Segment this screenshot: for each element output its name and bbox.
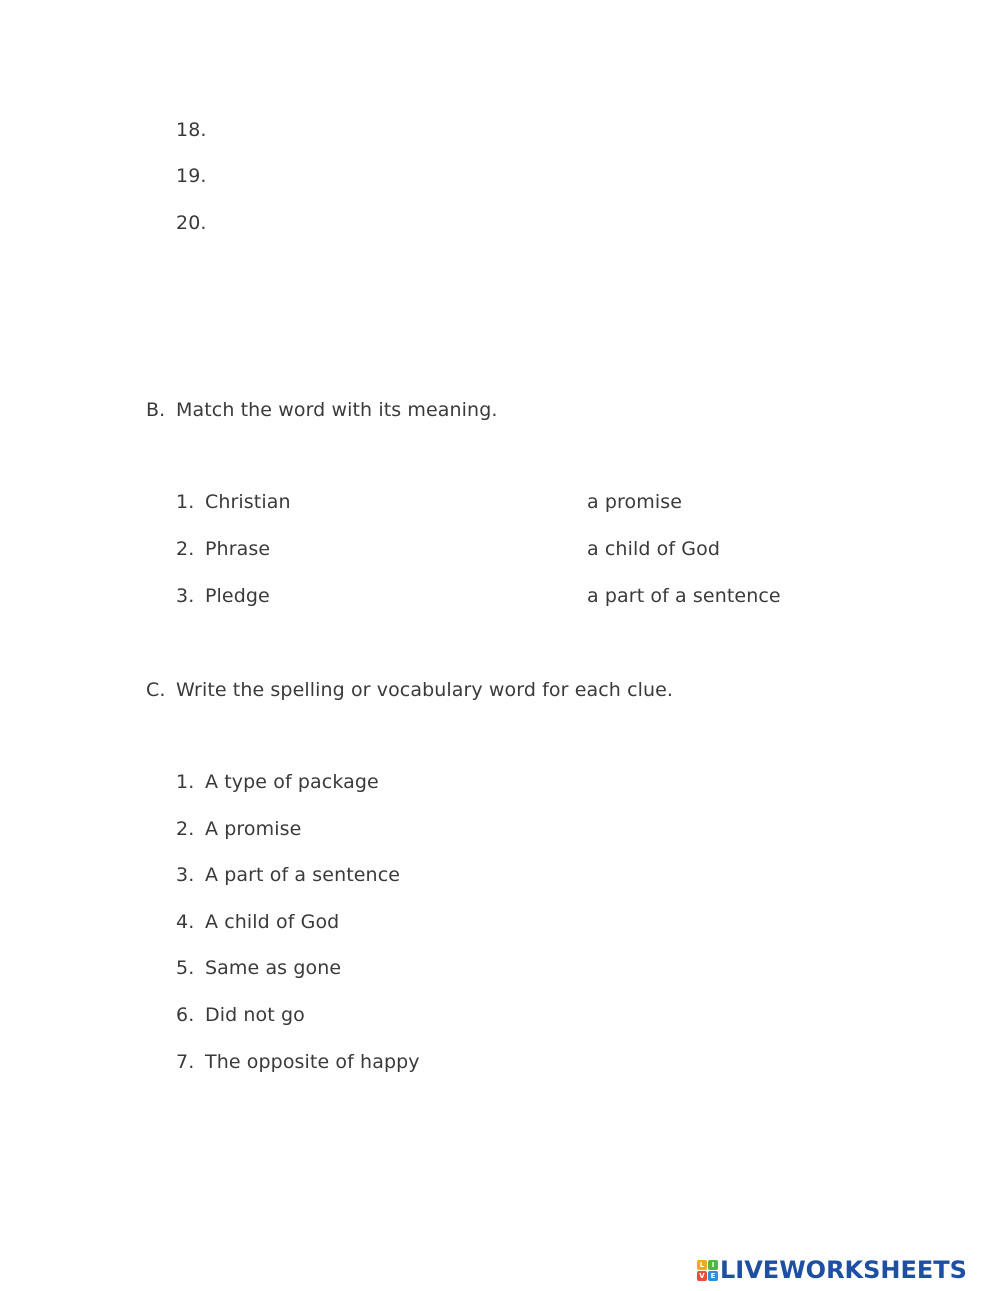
section-c-clue: A part of a sentence xyxy=(205,864,401,886)
section-c-item-number: 3. xyxy=(176,864,195,886)
section-c-item-number: 7. xyxy=(176,1051,195,1073)
top-number-19: 19. xyxy=(176,165,207,187)
section-c-item-number: 5. xyxy=(176,957,195,979)
section-b-instruction: Match the word with its meaning. xyxy=(176,399,498,421)
liveworksheets-logo[interactable] xyxy=(697,1256,967,1284)
section-b-meaning: a part of a sentence xyxy=(587,585,781,607)
logo-square: I xyxy=(708,1260,718,1270)
section-b-letter: B. xyxy=(146,399,166,421)
logo-square: L xyxy=(697,1260,707,1270)
section-c-item-number: 1. xyxy=(176,771,195,793)
section-c-clue: A type of package xyxy=(205,771,379,793)
section-c-clue: Did not go xyxy=(205,1004,305,1026)
section-c-item-number: 2. xyxy=(176,818,195,840)
section-b-meaning: a child of God xyxy=(587,538,720,560)
section-b-item-number: 3. xyxy=(176,585,195,607)
logo-squares-icon xyxy=(697,1260,718,1281)
section-b-word: Phrase xyxy=(205,538,271,560)
logo-square: V xyxy=(697,1271,707,1281)
section-b-word: Christian xyxy=(205,491,291,513)
section-c-letter: C. xyxy=(146,679,166,701)
section-c-clue: The opposite of happy xyxy=(205,1051,420,1073)
section-c-instruction: Write the spelling or vocabulary word for each clue. xyxy=(176,679,674,701)
section-b-word: Pledge xyxy=(205,585,270,607)
section-b-item-number: 1. xyxy=(176,491,195,513)
section-c-clue: A child of God xyxy=(205,911,340,933)
section-c-clue: A promise xyxy=(205,818,302,840)
section-c-clue: Same as gone xyxy=(205,957,342,979)
section-b-meaning: a promise xyxy=(587,491,683,513)
logo-square: E xyxy=(708,1271,718,1281)
section-c-item-number: 6. xyxy=(176,1004,195,1026)
top-number-18: 18. xyxy=(176,119,207,141)
top-number-20: 20. xyxy=(176,212,207,234)
section-b-item-number: 2. xyxy=(176,538,195,560)
logo-text: LIVEWORKSHEETS xyxy=(720,1256,967,1284)
section-c-item-number: 4. xyxy=(176,911,195,933)
